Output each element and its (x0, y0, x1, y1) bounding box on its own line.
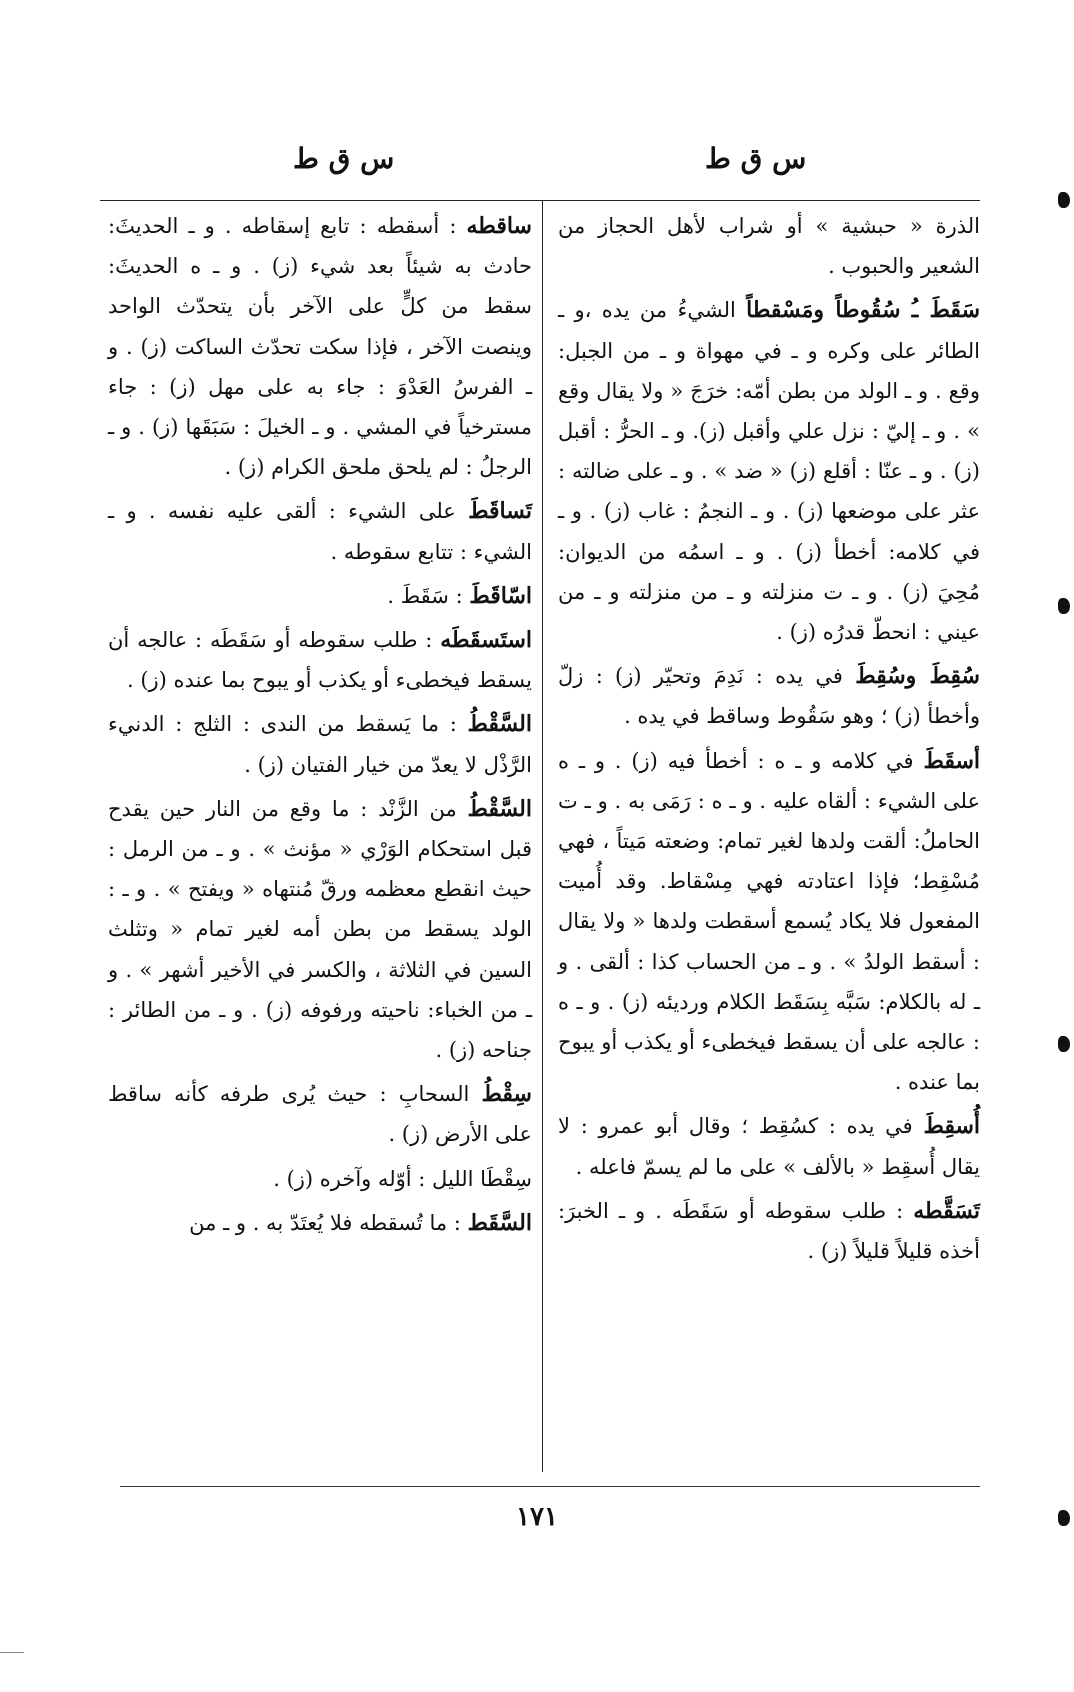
entry-body: الشيءُ من يده ،و ـ الطائر على وكره و ـ في مهواة و ـ من الجبل: وقع . و ـ الولد من بطن أمّه: خرَجَ « ولا يقال وقع » . و ـ إليّ : نزل علي وأقبل (ز). و ـ الحرُّ : أقبل (ز) . و ـ عنّا : أقلع (ز) « ضد » . و ـ على ضالته : عثر على موضعها (ز) . و ـ النجمُ : غاب (ز) . و ـ في كلامه: أخطأ (ز) . و ـ اسمُه من الديوان: مُحِيَ (ز) . و ـ ت منزلته و ـ من منزلته و ـ من عيني : انحطّ قدرُه (ز) . (558, 298, 980, 645)
entry (108, 491, 532, 571)
entry (108, 1159, 532, 1199)
entry-body: في يده : كسُقِط ؛ وقال أبو عمرو : لا يقال أُسقِط « بالألف » على ما لم يسمّ فاعله . (558, 1114, 980, 1179)
entry (558, 290, 980, 652)
entry-headword: استَسقَطَه (440, 627, 532, 654)
entry-body: : ما تُسقطه فلا يُعتَدّ به . و ـ من (189, 1210, 461, 1235)
top-rule (100, 200, 980, 201)
left-column (108, 206, 532, 1247)
left-column-header: س ق ط (293, 142, 395, 175)
entry (108, 1203, 532, 1243)
column-divider (542, 200, 543, 1472)
entry-headword: أُسقِطَ (923, 1113, 980, 1140)
entry-headword: تَسَقَّطه (913, 1197, 980, 1224)
scan-edge-mark (0, 1652, 24, 1653)
page-number: ١٧١ (516, 1502, 558, 1532)
entry (108, 789, 532, 1070)
entry (108, 620, 532, 700)
entry-body: على الشيء : ألقى عليه نفسه . و ـ الشيء : تتابع سقوطه . (108, 499, 532, 564)
entry (558, 1191, 980, 1271)
entry-body: : أسقطه : تابع إسقاطه . و ـ الحديثَ: حادث به شيئاً بعد شيء (ز) . و ـ ه الحديثَ: سقط من كلٍّ على الآخر بأن يتحدّث الواحد وينصت الآخر ، فإذا سكت تحدّث الساكت (ز) . و ـ الفرسُ العَدْوَ : جاء به على مهل (ز) : جاء مسترخياً في المشي . و ـ الخيلَ : سَبَقَها (ز) . و ـ الرجلُ : لم يلحق ملحق الكرام (ز) . (108, 214, 532, 480)
entry-headword: ساقطه (466, 213, 532, 239)
entry-body: سِقْطَا الليل : أوّله وآخره (ز) . (273, 1166, 532, 1191)
entry-body: في يده : نَدِمَ وتحيّر (ز) : زلّ وأخطأ (ز) ؛ وهو سَقُوط وساقط في يده . (558, 664, 980, 729)
entry-headword: السَّقْطُ (467, 711, 532, 738)
binding-hole-mark (1058, 1036, 1070, 1052)
entry-headword: سِقْطُ (481, 1081, 532, 1108)
entry-headword: اسّاقَطَ (469, 582, 532, 609)
right-column (558, 206, 980, 1275)
bottom-rule (120, 1486, 980, 1487)
entry-body: : طلب سقوطه أو سَقَطَه . و ـ الخبرَ: أخذه قليلاً قليلاً (ز) . (558, 1198, 980, 1264)
binding-hole-mark (1058, 1510, 1070, 1526)
entry-body: من الزَّنْد : ما وقع من النار حين يقدح قبل استحكام الوَرْي « مؤنث » . و ـ من الرمل : حيث انقطع معظمه ورقّ مُنتهاه « ويفتح » . و ـ : الولد يسقط من بطن أمه لغير تمام « وتثلث السين في الثلاثة ، والكسر في الأخير أشهر » . و ـ من الخباء: ناحيته ورفوفه (ز) . و ـ من الطائر : جناحه (ز) . (108, 796, 532, 1063)
entry (108, 206, 532, 487)
entry (108, 704, 532, 784)
right-column-header: س ق ط (705, 142, 807, 175)
entry (108, 1074, 532, 1154)
entry-headword: أسقَطَ (923, 747, 980, 774)
entry-headword: السَّقْطُ (467, 795, 532, 822)
entry-headword: سَقَطَ ـُ سُقُوطاً ومَسْقطاً (746, 297, 980, 324)
entry-body: السحابِ : حيث يُرى طرفه كأنه ساقط على الأرض (ز) . (108, 1082, 532, 1147)
entry-body: الذرة « حبشية » أو شراب لأهل الحجاز من الشعير والحبوب . (558, 214, 980, 279)
entry (108, 576, 532, 616)
binding-hole-mark (1058, 598, 1070, 614)
entry (558, 1106, 980, 1186)
entry-body: : طلب سقوطه أو سَقَطَه : عالجه أن يسقط فيخطىء أو يكذب أو يبوح بما عنده (ز) . (108, 628, 532, 693)
entry-headword: تَساقَطَ (468, 498, 532, 525)
entry (558, 206, 980, 286)
entry-body: : سَقَطَ . (387, 583, 463, 608)
entry-headword: سُقِطَ وسُقِطَ (855, 663, 980, 690)
entry-body: : ما يَسقط من الندى : الثلج : الدنيء الرَّذْل لا يعدّ من خيار الفتيان (ز) . (108, 712, 532, 777)
entry-body: في كلامه و ـ ه : أخطأ فيه (ز) . و ـ ه على الشيء : ألقاه عليه . و ـ ه : رَمَى به . و ـ ت الحاملُ: ألقت ولدها لغير تمام: وضعته مَيتاً ، فهي مُسْقِط؛ فإذا اعتادته فهي مِسْقاط. وقد أُميت المفعول فلا يكاد يُسمع أسقطت ولدها « ولا يقال : أسقط الولدُ » . و ـ من الحساب كذا : ألقى . و ـ له بالكلام: سَبَّه بِسَقَط الكلام ورديئه (ز) . و ـ ه : عالجه على أن يسقط فيخطىء أو يكذب أو يبوح بما عنده . (558, 748, 980, 1095)
entry (558, 741, 980, 1103)
entry-headword: السَّقَط (467, 1209, 532, 1236)
entry (558, 656, 980, 736)
binding-hole-mark (1058, 192, 1070, 208)
